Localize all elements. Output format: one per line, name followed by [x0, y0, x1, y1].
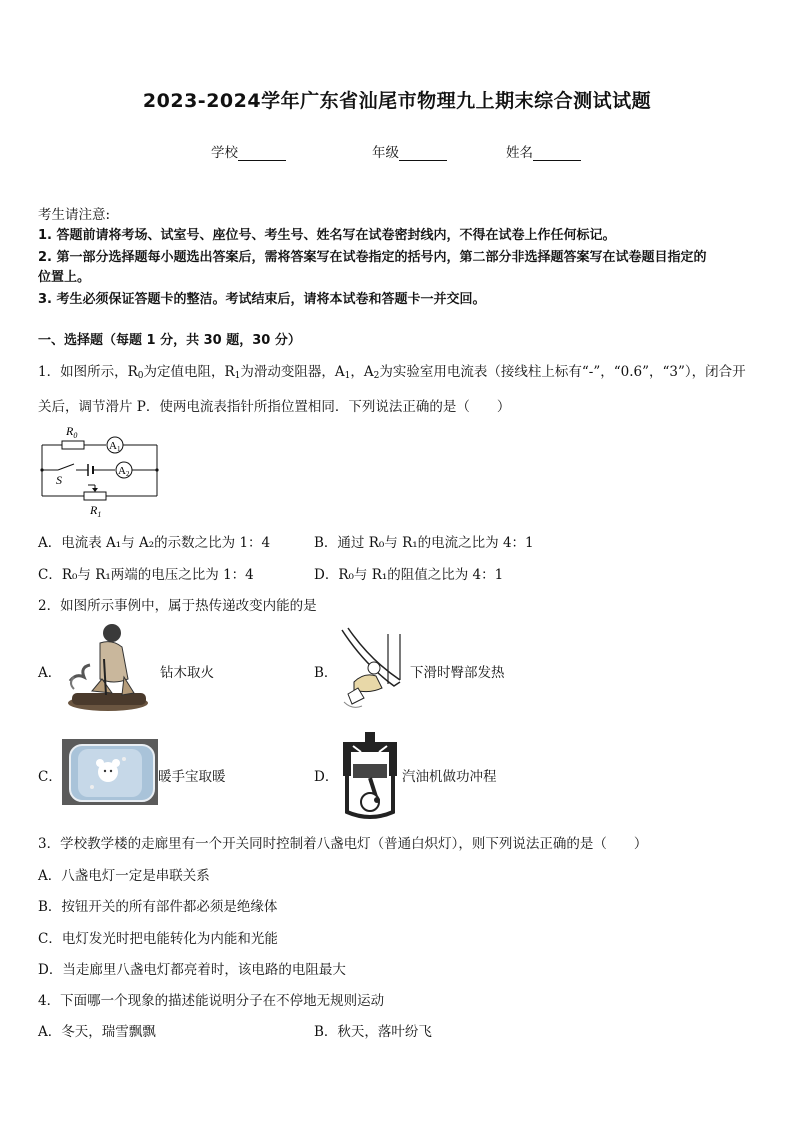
name-field — [506, 141, 581, 161]
name-label: 姓名 — [506, 145, 533, 161]
label-a2: A2 — [118, 465, 130, 478]
grade-blank — [399, 146, 447, 161]
q1-sub: 0 — [137, 371, 144, 381]
q2-option-a-caption: 钻木取火 — [160, 665, 214, 681]
q2-option-b-caption: 下滑时臀部发热 — [410, 665, 505, 681]
notice-item: 位置上。 — [38, 270, 91, 285]
drill-wood-image — [62, 621, 158, 713]
question-2-stem: 2．如图所示事例中，属于热传递改变内能的是 — [38, 598, 317, 614]
question-3-stem: 3．学校教学楼的走廊里有一个开关同时控制着八盏电灯（普通白炽灯），则下列说法正确的是（ ） — [38, 836, 648, 852]
page-title: 2023-2024学年广东省汕尾市物理九上期末综合测试试题 — [142, 90, 652, 112]
q3-option-b: B．按钮开关的所有部件都必须是绝缘体 — [38, 899, 278, 915]
notice-item: 1. 答题前请将考场、试室号、座位号、考生号、姓名写在试卷密封线内，不得在试卷上作任何标记。 — [38, 228, 616, 243]
q2-option-b-letter: B． — [314, 665, 338, 681]
q4-option-b: B．秋天，落叶纷飞 — [314, 1024, 432, 1040]
q1-sub: 2 — [373, 371, 380, 381]
label-r0: $R_0$ — [66, 424, 78, 440]
q1-option-c: C．R₀与 R₁两端的电压之比为 1：4 — [38, 567, 254, 583]
question-1-stem — [38, 360, 746, 381]
q3-option-c: C．电灯发光时把电能转化为内能和光能 — [38, 931, 278, 947]
q1-sub: 1 — [234, 371, 241, 381]
school-field — [211, 141, 286, 161]
q1-option-a: A．电流表 A₁与 A₂的示数之比为 1：4 — [38, 535, 271, 551]
label-a1: A1 — [109, 440, 121, 453]
q3-option-a: A．八盏电灯一定是串联关系 — [38, 868, 210, 884]
slide-image — [334, 624, 410, 714]
q1-text: 为定值电阻，R — [143, 364, 235, 380]
question-1-stem-line2: 关后，调节滑片 P．使两电流表指针所指位置相同．下列说法正确的是（ ） — [38, 399, 511, 415]
q3-option-d: D．当走廊里八盏电灯都亮着时，该电路的电阻最大 — [38, 962, 346, 978]
engine-cylinder-image — [339, 730, 401, 820]
notice-heading: 考生请注意: — [38, 207, 111, 223]
school-blank — [238, 146, 286, 161]
question-4-stem: 4．下面哪一个现象的描述能说明分子在不停地无规则运动 — [38, 993, 385, 1009]
label-s: S — [56, 473, 62, 487]
q2-option-d-caption: 汽油机做功冲程 — [402, 769, 497, 785]
q4-option-a: A．冬天，瑞雪飘飘 — [38, 1024, 156, 1040]
school-label: 学校 — [211, 145, 238, 161]
q1-sub: 1 — [344, 371, 351, 381]
q2-option-a-letter: A． — [38, 665, 62, 681]
q1-text: 1．如图所示，R — [38, 364, 138, 380]
hand-warmer-image — [62, 739, 158, 805]
name-blank — [533, 146, 581, 161]
label-r1: $R_1$ — [90, 503, 102, 518]
q2-option-c-letter: C． — [38, 769, 62, 785]
section-heading: 一、选择题（每题 1 分，共 30 题，30 分） — [38, 333, 301, 348]
q2-option-d-letter: D． — [314, 769, 339, 785]
q1-option-b: B．通过 R₀与 R₁的电流之比为 4：1 — [314, 535, 534, 551]
q1-option-d: D．R₀与 R₁的阻值之比为 4：1 — [314, 567, 504, 583]
notice-item: 3. 考生必须保证答题卡的整洁。考试结束后，请将本试卷和答题卡一并交回。 — [38, 292, 486, 307]
q2-option-c-caption: 暖手宝取暖 — [158, 769, 226, 785]
q1-text: 为实验室用电流表（接线柱上标有“-”，“0.6”，“3”），闭合开 — [379, 364, 746, 380]
notice-item: 2. 第一部分选择题每小题选出答案后，需将答案写在试卷指定的括号内，第二部分非选择题答案写在试卷题目指定的 — [38, 250, 707, 265]
q1-text: ，A — [350, 364, 374, 380]
grade-field — [372, 141, 447, 161]
circuit-diagram — [36, 422, 166, 518]
q1-text: 为滑动变阻器，A — [240, 364, 345, 380]
grade-label: 年级 — [372, 145, 399, 161]
